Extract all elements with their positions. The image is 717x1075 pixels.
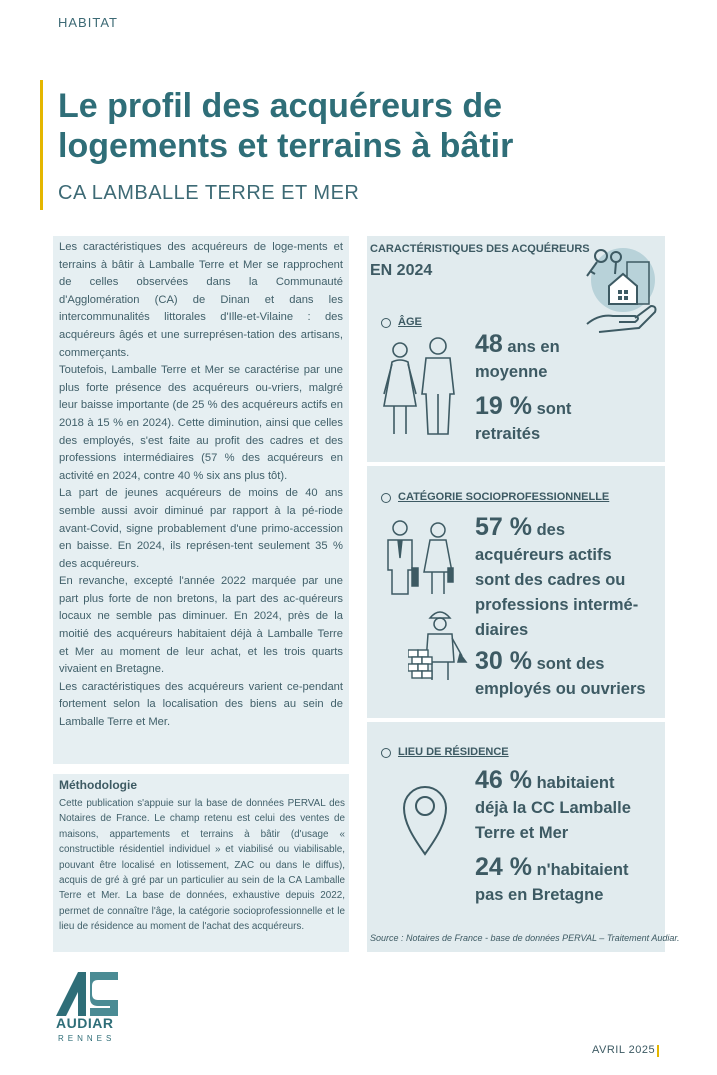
age-mean-label: moyenne [475,363,548,381]
intro-paragraph: Les caractéristiques des acquéreurs de loge-ments et terrains à bâtir à Lamballe Terre et Mer se rapprochent de celles observées dans la Communauté d'Agglomération (CA) de Dinan et dans les intercommunalités littorales d'Ille-et-Vilaine : des acquéreurs âgés et une surreprésen-tation des artisans, commerçants. [59,241,343,359]
title-line-2: logements et terrains à bâtir [58,127,514,165]
workers-label: employés ou ouvriers [475,680,646,698]
page-title [58,86,678,166]
executives-label: acquéreurs actifs [475,546,612,564]
local-residents-label: déjà la CC Lamballe [475,799,631,817]
intro-paragraph: La part de jeunes acquéreurs de moins de 40 ans semble aussi avoir diminué par rapport à la pé-riode avant-Covid, signe probablement d'une primo-accession en baisse. En 2024, ils représen-tent seulement 35 % des acquéreurs. [59,487,343,570]
csp-stat-2 [475,649,663,702]
csp-stat-1 [475,515,663,643]
footer-accent-mark [657,1045,659,1057]
title-line-1: Le profil des acquéreurs de [58,87,503,125]
office-workers-icon [382,518,458,596]
local-residents-label: Terre et Mer [475,824,569,842]
audiar-logo-icon [56,972,118,1016]
age-stat-1 [475,332,560,385]
source-note: Source : Notaires de France - base de données PERVAL – Traitement Audiar. [370,933,680,943]
age-heading: ÂGE [398,316,422,328]
panel-year: EN 2024 [370,262,433,279]
methodology-title: Méthodologie [59,778,137,792]
local-residents-value: 46 % [475,766,532,794]
retired-label: retraités [475,425,541,443]
executives-value: 57 % [475,513,532,541]
bullet-icon [381,748,391,758]
logo-city: RENNES [58,1034,116,1043]
title-accent-bar [40,80,43,210]
outside-brittany-label: pas en Bretagne [475,886,604,904]
retired-value: 19 % [475,392,532,420]
logo-wordmark: AUDIAR [56,1015,114,1031]
intro-paragraph: Toutefois, Lamballe Terre et Mer se caractérise par une plus forte présence des acquéreurs ou-vriers, malgré leur baisse importante (de 25 % des acquéreurs actifs en 2018 à 15 % en 2024). Cette diminution, ainsi que celles des employés, s'est faite au profit des cadres et des professions intermédiaires (57 % des acquéreurs en activité en 2024, contre 40 % six ans plus tôt). [59,364,343,482]
executives-label: diaires [475,621,529,639]
panel-divider [367,718,665,722]
outside-brittany-label: n'habitaient [536,861,629,879]
residence-heading: LIEU DE RÉSIDENCE [398,746,509,758]
local-residents-label: habitaient [536,774,615,792]
executives-label: des [536,521,566,539]
location-pin-icon [400,782,450,856]
bullet-icon [381,493,391,503]
construction-worker-icon [408,606,470,682]
retired-label: sont [536,400,572,418]
workers-value: 30 % [475,647,532,675]
couple-icon [378,334,464,438]
house-keys-icon [583,244,659,336]
intro-paragraph: Les caractéristiques des acquéreurs varient ce-pendant fortement selon la localisation des biens au sein de Lamballe Terre et Mer. [59,680,343,729]
page-subtitle: CA LAMBALLE TERRE ET MER [58,182,360,204]
panel-divider [367,462,665,466]
age-mean-label: ans en [507,338,560,356]
section-tag: HABITAT [58,15,118,30]
age-stat-2 [475,394,571,447]
executives-label: sont des cadres ou [475,571,626,589]
age-mean-value: 48 [475,330,503,358]
workers-label: sont des [536,655,605,673]
executives-label: professions intermé- [475,596,639,614]
intro-text [59,239,343,732]
bullet-icon [381,318,391,328]
outside-brittany-value: 24 % [475,853,532,881]
residence-stat-1 [475,768,663,846]
methodology-text: Cette publication s'appuie sur la base de données PERVAL des Notaires de France. Le champ retenu est celui des ventes de maisons, appartements et terrains à bâtir (d'usage « constructible résidentiel individuel » et viabilisé ou viabilisable, pouvant être localisé en lotissement, ZAC ou dans le diffus), acquis de gré à gré par un particulier au sein de la CA Lamballe Terre et Mer. La base de données, exhaustive depuis 2022, permet de connaître l'âge, la catégorie socioprofessionnelle et le lieu de résidence au moment de l'achat des acquéreurs. [59,798,345,933]
csp-heading: CATÉGORIE SOCIOPROFESSIONNELLE [398,491,610,503]
residence-stat-2 [475,855,663,908]
panel-heading: CARACTÉRISTIQUES DES ACQUÉREURS [370,243,590,255]
intro-paragraph: En revanche, excepté l'année 2022 marquée par une part plus forte de non bretons, la part des ac-quéreurs locaux ne semble pas diminuer. En 2024, près de la moitié des acquéreurs habitaient déjà à Lamballe Terre et Mer au moment de leur achat, et les trois quarts vivaient en Bretagne. [59,575,343,676]
publication-date: AVRIL 2025 [592,1044,656,1056]
